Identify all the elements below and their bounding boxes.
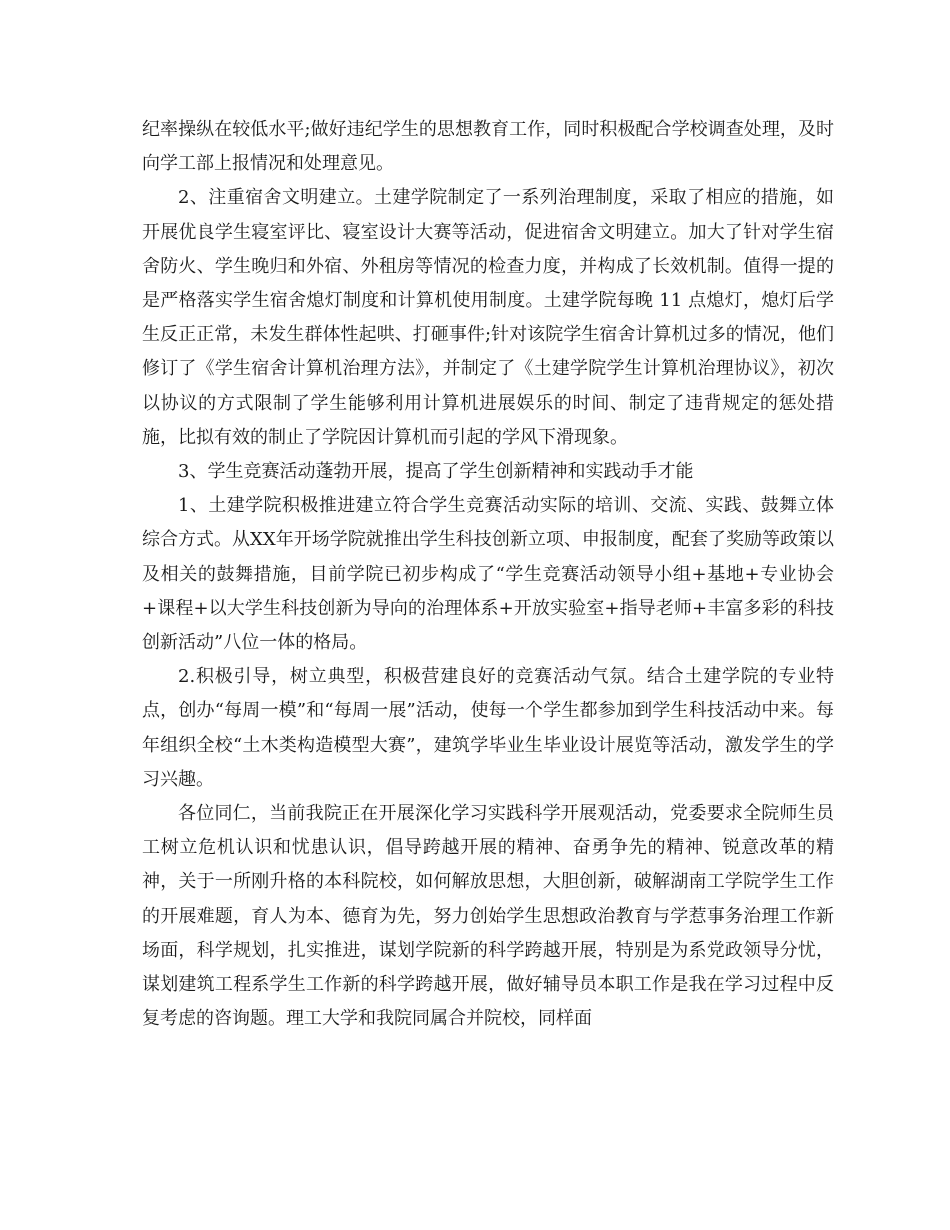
paragraph-4: 1、土建学院积极推进建立符合学生竞赛活动实际的培训、交流、实践、鼓舞立体综合方式。从XX年开场学院就推出学生科技创新立项、申报制度，配套了奖励等政策以及相关的鼓舞措施，目前学院已初步构成了“学生竞赛活动领导小组+基地+专业协会+课程+以大学生科技创新为导向的治理体系+开放实验室+指导老师+丰富多彩的科技创新活动”八位一体的格局。 <box>142 495 834 654</box>
document-body <box>142 113 834 1036</box>
paragraph-3: 3、学生竞赛活动蓬勃开展，提高了学生创新精神和实践动手才能 <box>178 461 694 483</box>
paragraph-2: 2、注重宿舍文明建立。土建学院制定了一系列治理制度，采取了相应的措施，如开展优良学生寝室评比、寝室设计大赛等活动，促进宿舍文明建立。加大了针对学生宿舍防火、学生晚归和外宿、外租房等情况的检查力度，并构成了长效机制。值得一提的是严格落实学生宿舍熄灯制度和计算机使用制度。土建学院每晚 11 点熄灯，熄灯后学生反正正常，未发生群体性起哄、打砸事件;针对该院学生宿舍计算机过多的情况，他们修订了《学生宿舍计算机治理方法》，并制定了《土建学院学生计算机治理协议》，初次以协议的方式限制了学生能够利用计算机进展娱乐的时间、制定了违背规定的惩处措施，比拟有效的制止了学院因计算机而引起的学风下滑现象。 <box>142 187 834 448</box>
paragraph-5: 2.积极引导，树立典型，积极营建良好的竞赛活动气氛。结合土建学院的专业特点，创办“每周一模”和“每周一展”活动，使每一个学生都参加到学生科技活动中来。每年组织全校“土木类构造模型大赛”，建筑学毕业生毕业设计展览等活动，激发学生的学习兴趣。 <box>142 666 834 790</box>
paragraph-1: 纪率操纵在较低水平;做好违纪学生的思想教育工作，同时积极配合学校调查处理，及时向学工部上报情况和处理意见。 <box>142 119 834 175</box>
paragraph-6: 各位同仁，当前我院正在开展深化学习实践科学开展观活动，党委要求全院师生员工树立危机认识和忧患认识，倡导跨越开展的精神、奋勇争先的精神、锐意改革的精神，关于一所刚升格的本科院校，如何解放思想，大胆创新，破解湖南工学院学生工作的开展难题，育人为本、德育为先，努力创始学生思想政治教育与学惹事务治理工作新场面，科学规划，扎实推进，谋划学院新的科学跨越开展，特别是为系党政领导分忧，谋划建筑工程系学生工作新的科学跨越开展，做好辅导员本职工作是我在学习过程中反复考虑的咨询题。理工大学和我院同属合并院校，同样面 <box>142 803 834 1030</box>
